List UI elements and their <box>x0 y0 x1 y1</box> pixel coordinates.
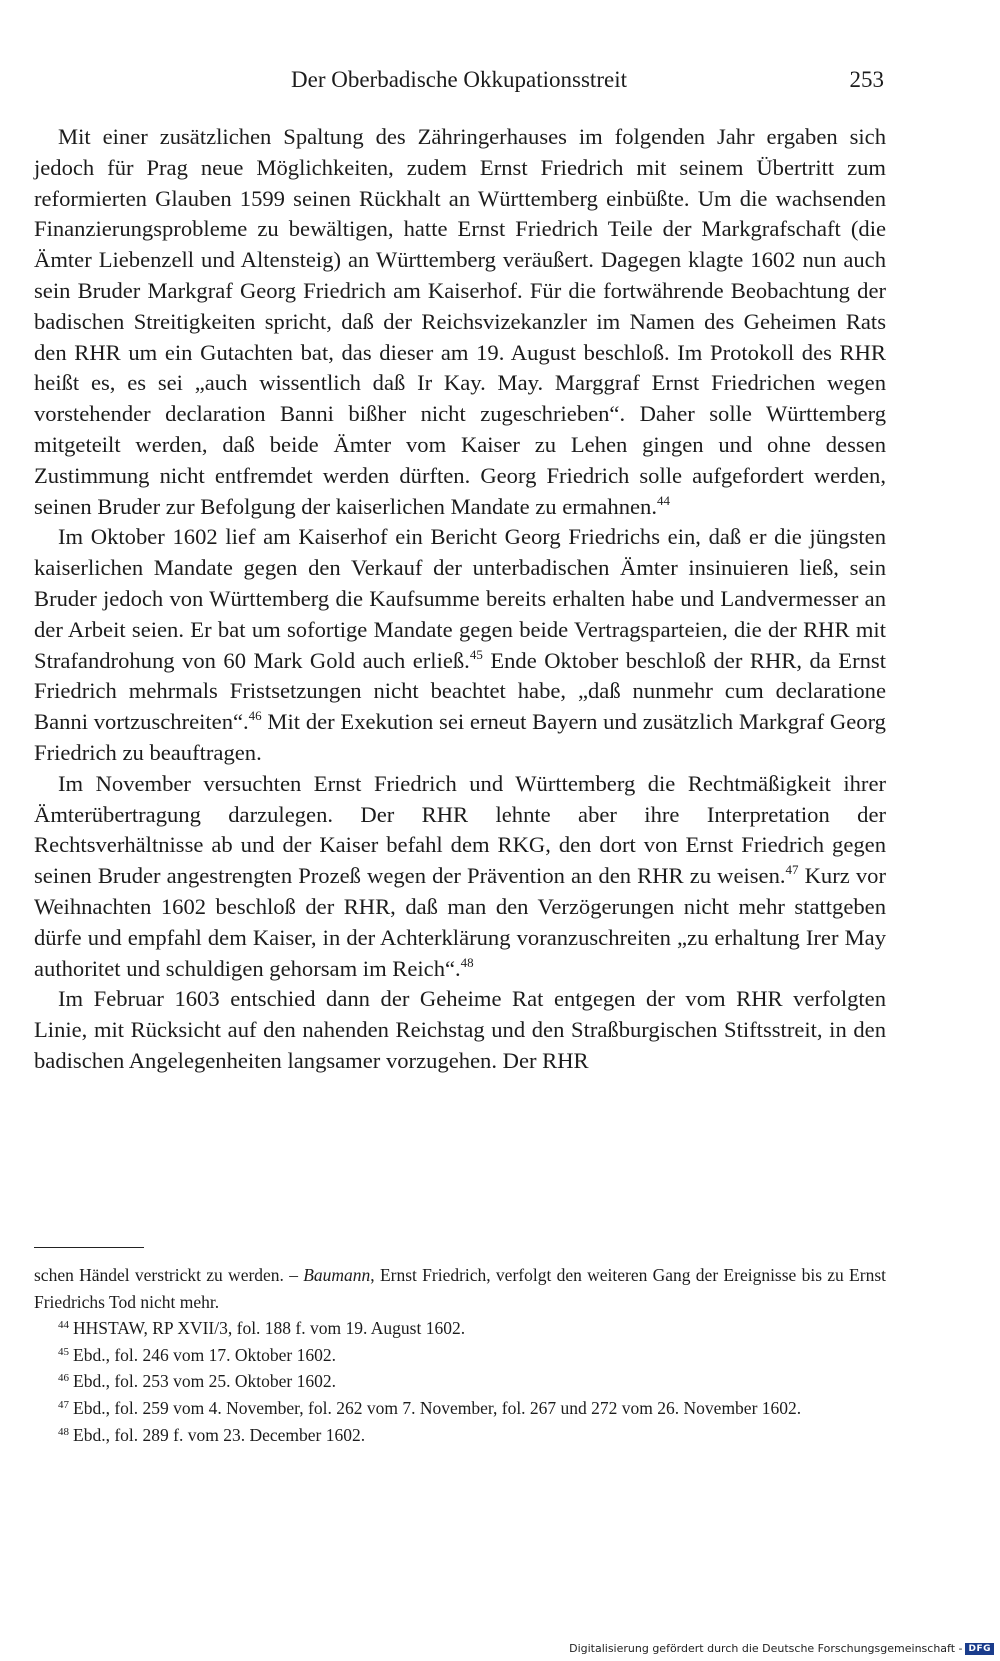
footnote-text: Ebd., fol. 246 vom 17. Oktober 1602. <box>73 1344 336 1365</box>
footnote-text: , Ernst Friedrich, verfolgt den weiteren Gang der Ereignisse bis zu Ernst Friedrichs Tod nicht mehr. <box>34 1265 886 1312</box>
footnote-ref-48: 48 <box>460 954 474 970</box>
footnote-text: schen Händel verstrickt zu werden. – <box>34 1265 304 1285</box>
footnote-ref-47: 47 <box>785 862 799 878</box>
main-text <box>34 122 886 1077</box>
footnote-divider <box>34 1247 144 1248</box>
footnote-47 <box>34 1395 886 1422</box>
paragraph-1 <box>34 122 886 522</box>
footnote-46 <box>34 1368 886 1395</box>
footnote-45 <box>34 1342 886 1369</box>
paragraph-text: Im November versuchten Ernst Friedrich und Württemberg die Rechtmäßigkeit ihrer Ämterübertragung darzulegen. Der RHR lehnte aber ihre Interpretation der Rechtsverhältnisse ab und der Kaiser befahl dem RKG, den dort von Ernst Friedrich gegen seinen Bruder angestrengten Prozeß wegen der Prävention an den RHR zu weisen. <box>34 770 886 889</box>
dfg-logo-icon: DFG <box>965 1643 994 1655</box>
footnote-number: 45 <box>58 1345 69 1358</box>
paragraph-text: Ende Oktober beschloß der RHR, da Ernst Friedrich mehrmals Fristsetzungen nicht beachtet habe, „daß nunmehr cum declaratione Banni vortzuschreiten“. <box>34 647 886 735</box>
footnote-text: Ebd., fol. 259 vom 4. November, fol. 262 vom 7. November, fol. 267 und 272 vom 26. November 1602. <box>73 1397 802 1418</box>
footnote-number: 47 <box>58 1398 69 1411</box>
footnote-continued <box>34 1262 886 1315</box>
paragraph-text: Kurz vor Weihnachten 1602 beschloß der RHR, daß man den Verzögerungen nicht mehr stattgeben dürfe und empfahl dem Kaiser, in der Achterklärung voranzuschreiten „zu erhaltung Irer May authoritet und schuldigen gehorsam im Reich“. <box>34 863 886 981</box>
paragraph-text: Im Oktober 1602 lief am Kaiserhof ein Bericht Georg Friedrichs ein, daß er die jüngsten kaiserlichen Mandate gegen den Verkauf der unterbadischen Ämter insinuieren ließ, sein Bruder jedoch von Württemberg die Kaufsumme bereits erhalten habe und Landvermesser an der Arbeit seien. Er bat um sofortige Mandate gegen beide Vertragsparteien, die der RHR mit Strafandrohung von 60 Mark Gold auch erließ. <box>34 524 886 673</box>
footnote-48 <box>34 1422 886 1449</box>
author-name: Baumann <box>303 1265 371 1285</box>
page-header <box>34 62 884 98</box>
footnote-number: 48 <box>58 1425 69 1438</box>
paragraph-text: Mit der Exekution sei erneut Bayern und zusätzlich Markgraf Georg Friedrich zu beauftragen. <box>34 709 886 765</box>
paragraph-4 <box>34 984 886 1076</box>
page-number: 253 <box>849 67 884 92</box>
paragraph-text: Im Februar 1603 entschied dann der Geheime Rat entgegen der vom RHR verfolgten Linie, mit Rücksicht auf den nahenden Reichstag und den Straßburgischen Stiftsstreit, in den badischen Angelegenheiten langsamer vorzugehen. Der RHR <box>34 986 886 1073</box>
footnote-text: Ebd., fol. 289 f. vom 23. December 1602. <box>73 1424 366 1445</box>
credit-text: Digitalisierung gefördert durch die Deutsche Forschungsgemeinschaft - <box>569 1642 963 1655</box>
paragraph-2 <box>34 522 886 768</box>
running-title: Der Oberbadische Okkupationsstreit <box>291 67 627 92</box>
footnote-text: Ebd., fol. 253 vom 25. Oktober 1602. <box>73 1371 336 1392</box>
footnote-text: HHSTAW, RP XVII/3, fol. 188 f. vom 19. August 1602. <box>73 1318 466 1339</box>
paragraph-3 <box>34 769 886 985</box>
digitization-credit <box>569 1642 994 1655</box>
footnotes <box>34 1262 886 1448</box>
footnote-ref-44: 44 <box>656 492 670 508</box>
footnote-44 <box>34 1315 886 1342</box>
footnote-number: 46 <box>58 1372 69 1385</box>
footnote-ref-46: 46 <box>248 708 262 724</box>
footnote-number: 44 <box>58 1319 69 1332</box>
paragraph-text: Mit einer zusätzlichen Spaltung des Zähringerhauses im folgenden Jahr ergaben sich jedoch für Prag neue Möglichkeiten, zudem Ernst Friedrich mit seinem Übertritt zum reformierten Glauben 1599 seinen Rückhalt an Württemberg einbüßte. Um die wachsenden Finanzierungsprobleme zu bewältigen, hatte Ernst Friedrich Teile der Markgrafschaft (die Ämter Liebenzell und Altensteig) an Württemberg veräußert. Dagegen klagte 1602 nun auch sein Bruder Markgraf Georg Friedrich am Kaiserhof. Für die fortwährende Beobachtung der badischen Streitigkeiten spricht, daß der Reichsvizekanzler im Namen des Geheimen Rats den RHR um ein Gutachten bat, das dieser am 19. August beschloß. Im Protokoll des RHR heißt es, es sei „auch wissentlich daß Ir Kay. May. Marggraf Ernst Friedrichen wegen vorstehender declaration Banni bißher nicht zugeschrieben“. Daher solle Württemberg mitgeteilt werden, daß beide Ämter vom Kaiser zu Lehen gingen und ohne dessen Zustimmung nicht entfremdet werden dürften. Georg Friedrich solle aufgefordert werden, seinen Bruder zur Befolgung der kaiserlichen Mandate zu ermahnen. <box>34 124 886 519</box>
footnote-ref-45: 45 <box>469 646 483 662</box>
